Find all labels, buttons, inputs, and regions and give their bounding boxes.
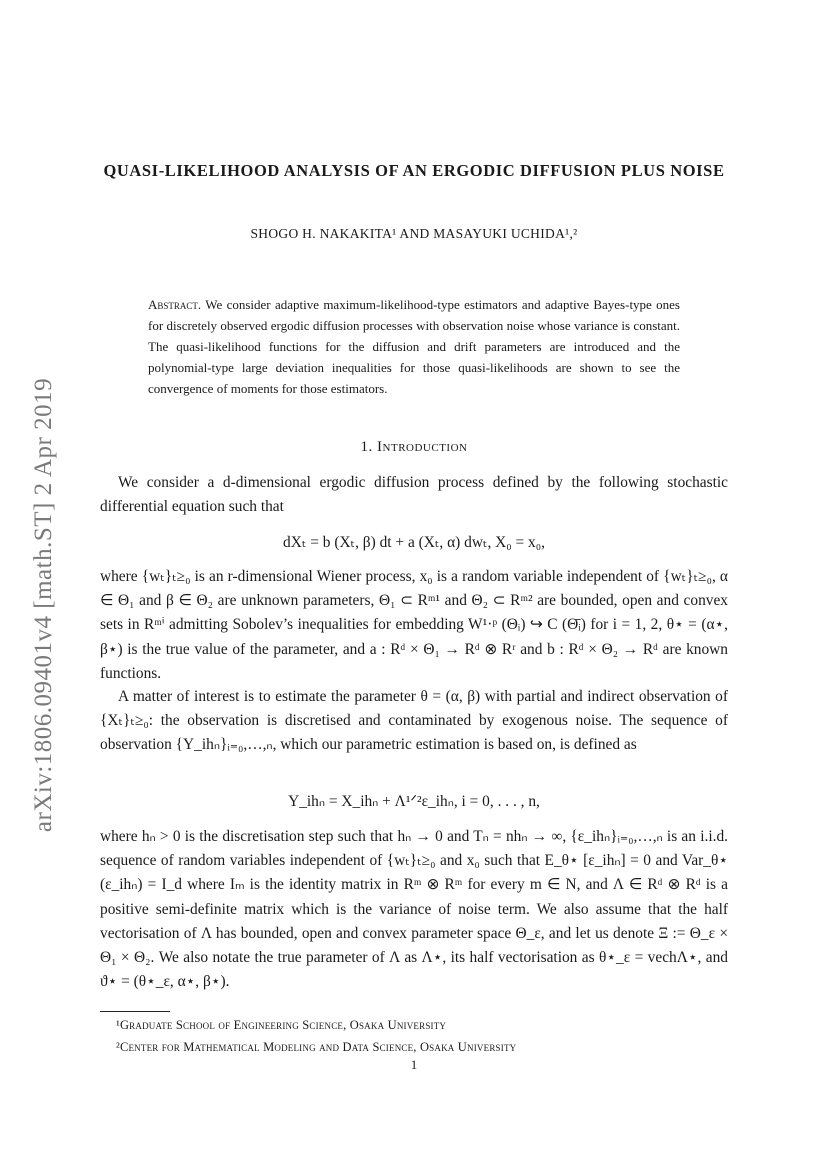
equation-2: Y_ihₙ = X_ihₙ + Λ¹ᐟ²ε_ihₙ, i = 0, . . . , n, bbox=[288, 793, 540, 810]
page-number: 1 bbox=[410, 1057, 418, 1072]
arxiv-identifier: arXiv:1806.09401v4 [math.ST] 2 Apr 2019 bbox=[30, 377, 57, 833]
paper-title: QUASI-LIKELIHOOD ANALYSIS OF AN ERGODIC DIFFUSION PLUS NOISE bbox=[103, 161, 725, 180]
abstract bbox=[148, 294, 680, 399]
arxiv-sidebar bbox=[14, 355, 74, 855]
paragraph-3: A matter of interest is to estimate the parameter θ = (α, β) with partial and indirect observation of {Xₜ}ₜ≥₀: the observation is discretised and contaminated by exogenous noise. The sequence of observation {Y_ihₙ}ᵢ₌₀,…,ₙ, which our parametric estimation is based on, is defined as bbox=[100, 688, 728, 754]
section-number: 1. bbox=[360, 439, 373, 455]
equation-1: dXₜ = b (Xₜ, β) dt + a (Xₜ, α) dwₜ, X₀ = x₀, bbox=[283, 534, 545, 551]
section-heading bbox=[100, 439, 728, 456]
footnote-rule bbox=[100, 1011, 170, 1012]
paragraph-4: where hₙ > 0 is the discretisation step such that hₙ → 0 and Tₙ = nhₙ → ∞, {ε_ihₙ}ᵢ₌₀,…,ₙ is an i.i.d. sequence of random variables independent of {wₜ}ₜ≥₀ and x₀ such that E_θ⋆ [ε_ihₙ] = 0 and Var_θ⋆ (ε_ihₙ) = I_d where Iₘ is the identity matrix in Rᵐ ⊗ Rᵐ for every m ∈ N, and Λ ∈ Rᵈ ⊗ Rᵈ is a positive semi-definite matrix which is the variance of noise term. We also assume that the half vectorisation of Λ has bounded, open and convex parameter space Θ_ε, and let us denote Ξ := Θ_ε × Θ₁ × Θ₂. We also notate the true parameter of Λ as Λ⋆, its half vectorisation as θ⋆_ε = vechΛ⋆, and ϑ⋆ = (θ⋆_ε, α⋆, β⋆). bbox=[100, 828, 728, 991]
abstract-text: We consider adaptive maximum-likelihood-type estimators and adaptive Bayes-type ones for discretely observed ergodic diffusion processes with observation noise whose variance is constant. The quasi-likelihood functions for the diffusion and drift parameters are introduced and the polynomial-type large deviation inequalities for those quasi-likelihoods are shown to see the convergence of moments for those estimators. bbox=[148, 297, 680, 396]
paragraph-1: We consider a d-dimensional ergodic diffusion process defined by the following stochastic differential equation such that bbox=[100, 474, 728, 516]
abstract-label: Abstract. bbox=[148, 297, 202, 312]
section-title: Introduction bbox=[377, 439, 468, 455]
footnote-2: ²Center for Mathematical Modeling and Data Science, Osaka University bbox=[116, 1040, 517, 1054]
footnote-1: ¹Graduate School of Engineering Science, Osaka University bbox=[116, 1018, 447, 1032]
paper-authors: SHOGO H. NAKAKITA¹ AND MASAYUKI UCHIDA¹,² bbox=[250, 226, 578, 241]
paragraph-2: where {wₜ}ₜ≥₀ is an r-dimensional Wiener process, x₀ is a random variable independent of {wₜ}ₜ≥₀, α ∈ Θ₁ and β ∈ Θ₂ are unknown parameters, Θ₁ ⊂ Rᵐ¹ and Θ₂ ⊂ Rᵐ² are bounded, open and convex sets in Rᵐⁱ admitting Sobolev’s inequalities for embedding W¹·ᵖ (Θᵢ) ↪ C (Θ̄ᵢ) for i = 1, 2, θ⋆ = (α⋆, β⋆) is the true value of the parameter, and a : Rᵈ × Θ₁ → Rᵈ ⊗ Rʳ and b : Rᵈ × Θ₂ → Rᵈ are known functions. bbox=[100, 568, 728, 682]
